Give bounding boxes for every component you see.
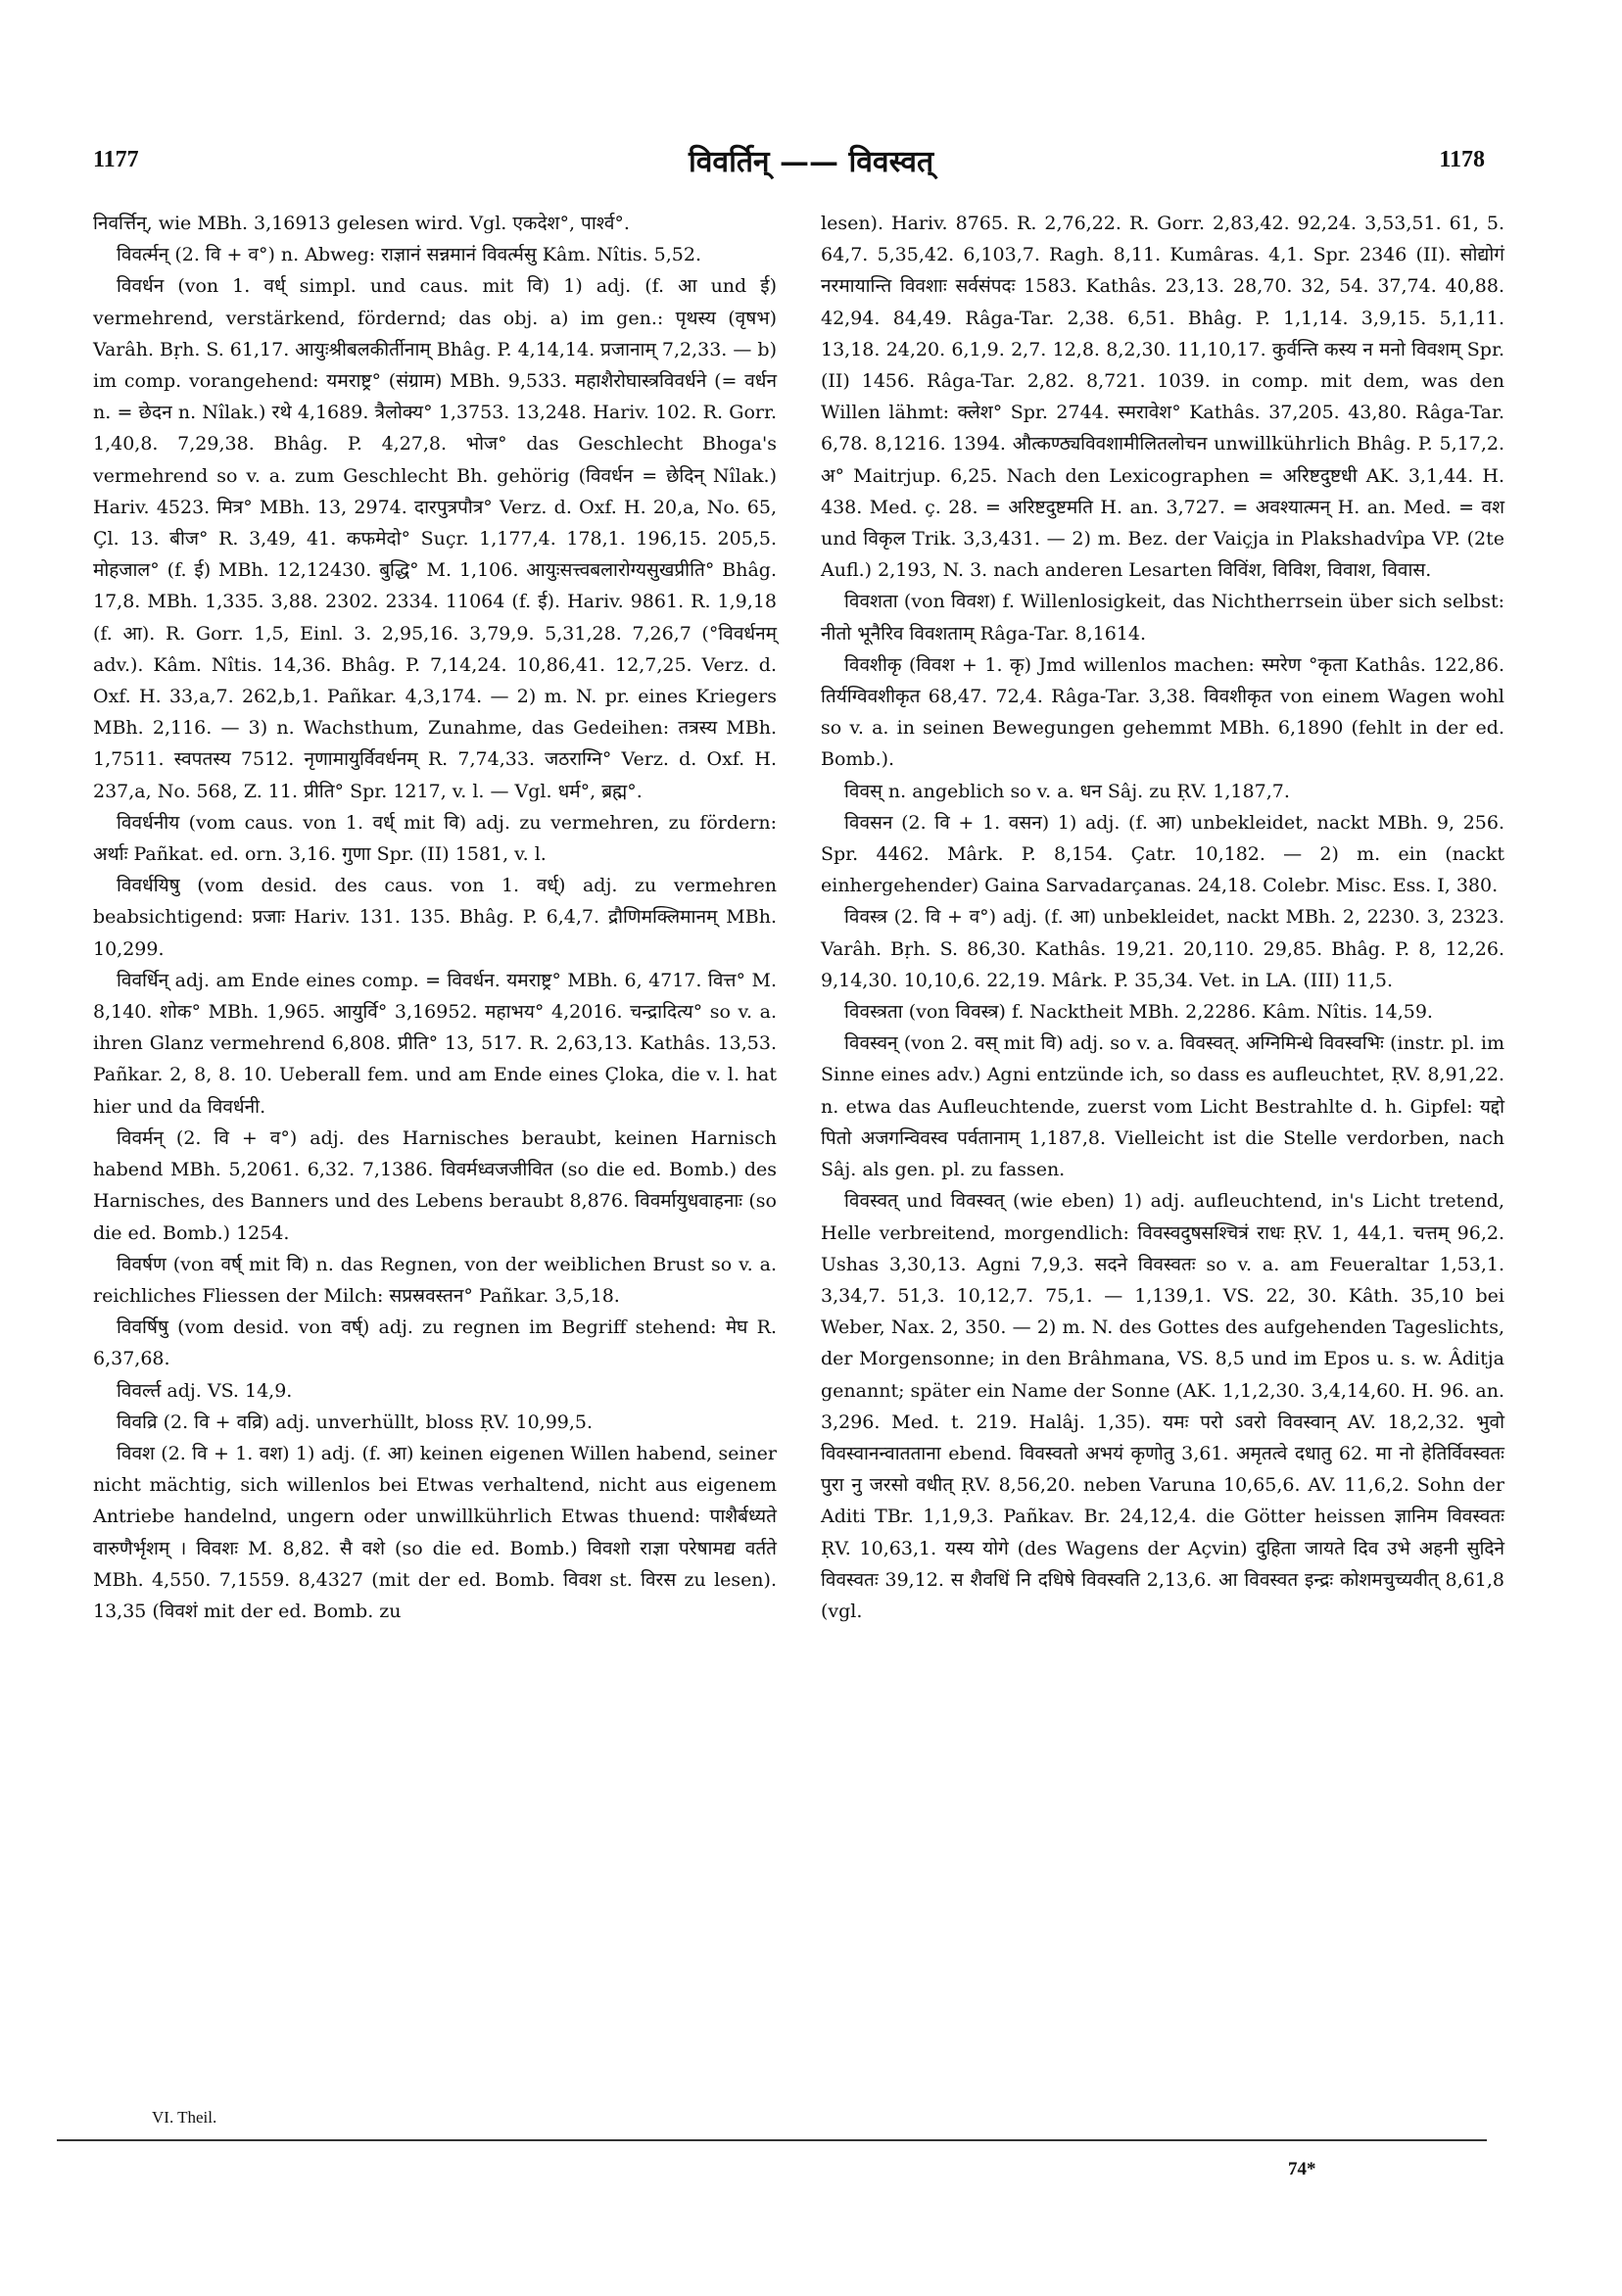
entry-paragraph: विवर्धिन् adj. am Ende eines comp. = विवर्धन. यमराष्ट्र° MBh. 6, 4717. वित्त° M. 8,140. शोक° MBh. 1,965. आयुर्वि° 3,16952. महाभय° 4,2016. चन्द्रादित्य° so v. a. ihren Glanz vermehrend 6,808. प्रीति° 13, 517. R. 2,63,13. Kathâs. 13,53. Pañkar. 2, 8, 8. 10. Ueberall fem. und am Ende eines Çloka, die v. l. hat hier und da विवर्धनी. (93, 969, 777, 1118)
entry-paragraph: विवर्धयिषु (vom desid. des caus. von 1. वर्ध्) adj. zu vermehren beabsichtigend: प्रजाः Hariv. 131. 135. Bhâg. P. 6,4,7. द्रौणिमक्लिमानम् MBh. 10,299. (93, 875, 777, 960)
page-number-left: 1177 (93, 147, 139, 172)
entry-paragraph: विवर्षण (von वर्ष् mit वि) n. das Regnen, von der weiblichen Brust so v. a. reichliches Fliessen der Milch: सप्रस्रवस्तन° Pañkar. 3,5,18. (93, 1253, 777, 1307)
entry-paragraph: विवस्त्र (2. वि + व°) adj. (f. आ) unbekleidet, nackt MBh. 2, 2230. 3, 2323. Varâh. Bṛh. S. 86,30. Kathâs. 19,21. 20,110. 29,85. Bhâg. P. 8, 12,26. 9,14,30. 10,10,6. 22,19. Mârk. P. 35,34. Vet. in LA. (III) 11,5. (821, 906, 1504, 991)
entry-paragraph: विवसन (2. वि + 1. वसन) 1) adj. (f. आ) unbekleidet, nackt MBh. 9, 256. Spr. 4462. Mârk. P. 8,154. Çatr. 10,182. — 2) m. ein (nackt einhergehender) Gaina Sarvadarçanas. 24,18. Colebr. Misc. Ess. I, 380. (821, 811, 1504, 897)
running-headword: विवर्तिन् —— विवस्वत् (688, 145, 934, 179)
entry-paragraph: विवश (2. वि + 1. वश) 1) adj. (f. आ) keinen eigenen Willen habend, seiner nicht mächtig, sich willenlos bei Etwas verhaltend, nicht aus eigenem Antriebe handelnd, ungern oder unwillkührlich Etwas thuend: पाशैर्बध्यते वारुणैर्भृशम् । विवशः M. 8,82. सै वशे (so die ed. Bomb.) विवशो राज्ञा परेषामद्य वर्तते MBh. 4,550. 7,1559. 8,4327 (mit der ed. Bomb. विवश st. विरस zu lesen). 13,35 (विवशं mit der ed. Bomb. zu (93, 1442, 777, 1622)
entry-paragraph: विवस्वत् und विवस्वत् (wie eben) 1) adj. aufleuchtend, in's Licht tretend, Helle verbreitend, morgendlich: विवस्वदुषसश्चित्रं राधः ṚV. 1, 44,1. चत्तम् 96,2. Ushas 3,30,13. Agni 7,9,3. सदने विवस्वतः so v. a. am Feueraltar 1,53,1. 3,34,7. 51,3. 10,12,7. 75,1. — 1,139,1. VS. 22, 30. Kâth. 35,10 bei Weber, Nax. 2, 350. — 2) m. N. des Gottes des aufgehenden Tageslichts, der Morgensonne; in den Brâhmana, VS. 8,5 und im Epos u. s. w. Âditja genannt; später ein Name der Sonne (AK. 1,1,2,30. 3,4,14,60. H. 96. an. 3,296. Med. t. 219. Halâj. 1,35). यमः परो ऽवरो विवस्वान् AV. 18,2,32. भुवो विवस्वानन्वातताना ebend. विवस्वतो अभयं कृणोतु 3,61. अमृतत्वे दधातु 62. मा नो हेतिर्विवस्वतः पुरा नु जरसो वधीत् ṚV. 8,56,20. neben Varuna 10,65,6. AV. 11,6,2. Sohn der Aditi TBr. 1,1,9,3. Pañkav. Br. 24,12,4. die Götter heissen ज्ञानिम विवस्वतः ṚV. 10,63,1. यस्य योगे (des Wagens der Açvin) दुहिता जायते दिव उभे अहनी सुदिने विवस्वतः 39,12. स शैवधिं नि दधिषे विवस्वति 2,13,6. आ विवस्वत इन्द्रः कोशमचुच्यवीत् 8,61,8 (vgl. (821, 1190, 1504, 1622)
entry-paragraph: विवस्त्रता (von विवस्त्र) f. Nacktheit MBh. 2,2286. Kâm. Nîtis. 14,59. (844, 1001, 1433, 1024)
entry-paragraph: निवर्त्तिन्, wie MBh. 3,16913 gelesen wird. Vgl. एकदेश°, पार्श्व°. (93, 213, 630, 234)
entry-paragraph: विवर्ल्त adj. VS. 14,9. (117, 1379, 293, 1402)
entry-paragraph: विवर्धन (von 1. वर्ध् simpl. und caus. mit वि) 1) adj. (f. आ und ई) vermehrend, verstärkend, fördernd; das obj. a) im gen.: पृथस्य (वृषभ) Varâh. Bṛh. S. 61,17. आयुःश्रीबलकीर्तीनाम् Bhâg. P. 4,14,14. प्रजानाम् 7,2,33. — b) im comp. vorangehend: यमराष्ट्र° (संग्राम) MBh. 9,533. महाशैरोघास्त्रविवर्धने (= वर्धन n. = छेदन n. Nîlak.) रथे 4,1689. त्रैलोक्य° 1,3753. 13,248. Hariv. 102. R. Gorr. 1,40,8. 7,29,38. Bhâg. P. 4,27,8. भोज° das Geschlecht Bhoga's vermehrend so v. a. zum Geschlecht Bh. gehörig (विवर्धन = छेदिन् Nîlak.) Hariv. 4523. मित्र° MBh. 13, 2974. दारपुत्रपौत्र° Verz. d. Oxf. H. 20,a, No. 65, Çl. 13. बीज° R. 3,49, 41. कफमेदो° Suçr. 1,177,4. 178,1. 196,15. 205,5. मोहजाल° (f. ई) MBh. 12,12430. बुद्धि° M. 1,106. आयुःसत्त्वबलारोग्यसुखप्रीति° Bhâg. 17,8. MBh. 1,335. 3,88. 2302. 2334. 11064 (f. ई). Hariv. 9861. R. 1,9,18 (f. आ). R. Gorr. 1,5, Einl. 3. 2,95,16. 3,79,9. 5,31,28. 7,26,7 (°विवर्धनम् adv.). Kâm. Nîtis. 14,36. Bhâg. P. 7,14,24. 10,86,41. 12,7,25. Verz. d. Oxf. H. 33,a,7. 262,b,1. Pañkar. 4,3,174. — 2) m. N. pr. eines Kriegers MBh. 2,116. — 3) n. Wachsthum, Zunahme, das Gedeihen: तत्रस्य MBh. 1,7511. स्वपतस्य 7512. नृणामायुर्विवर्धनम् R. 7,74,33. जठराग्नि° Verz. d. Oxf. H. 237,a, No. 568, Z. 11. प्रीति° Spr. 1217, v. l. — Vgl. धर्म°, ब्रह्म°. (93, 275, 777, 802)
entry-paragraph: विवस् n. angeblich so v. a. धन Sâj. zu ṚV. 1,187,7. (844, 780, 1290, 802)
entry-paragraph: lesen). Hariv. 8765. R. 2,76,22. R. Gorr. 2,83,42. 92,24. 3,53,51. 61, 5. 64,7. 5,35,42. 6,103,7. Ragh. 8,11. Kumâras. 4,1. Spr. 2346 (II). सोद्योगं नरमायान्ति विवशाः सर्वसंपदः 1583. Kathâs. 23,13. 28,70. 32, 54. 37,74. 40,88. 42,94. 84,49. Râga-Tar. 2,38. 6,51. Bhâg. P. 1,1,14. 3,9,15. 5,1,11. 13,18. 24,20. 6,1,9. 2,7. 12,8. 8,2,30. 11,10,17. कुर्वन्ति कस्य न मनो विवशम् Spr. (II) 1456. Râga-Tar. 2,82. 8,721. 1039. in comp. mit dem, was den Willen lähmt: क्लेश° Spr. 2744. स्मरावेश° Kathâs. 37,205. 43,80. Râga-Tar. 6,78. 8,1216. 1394. औत्कण्ठ्यविवशामीलितलोचन unwillkührlich Bhâg. P. 5,17,2. अ° Maitrjup. 6,25. Nach den Lexicographen = अरिष्टदुष्टधी AK. 3,1,44. H. 438. Med. ç. 28. = अरिष्टदुष्टमति H. an. 3,727. = अवश्यात्मन् H. an. Med. = वश und विकृल Trik. 3,3,431. — 2) m. Bez. der Vaiçja in Plakshadvîpa VP. (2te Aufl.) 2,193, N. 3. nach anderen Lesarten विविंश, विविश, विवाश, विवास. (821, 213, 1504, 582)
left-column (93, 208, 777, 1627)
entry-paragraph: विवर्त्मन् (2. वि + व°) n. Abweg: राज्ञानं सन्नमानं विवर्त्मसु Kâm. Nîtis. 5,52. (117, 244, 701, 266)
entry-paragraph: विवर्मन् (2. वि + व°) adj. des Harnisches beraubt, keinen Harnisch habend MBh. 5,2061. 6,32. 7,1386. विवर्मध्वजजीवित (so die ed. Bomb.) des Harnisches, des Banners und des Lebens beraubt 8,876. विवर्मायुधवाहनाः (so die ed. Bomb.) 1254. (93, 1126, 777, 1244)
entry-paragraph: विवर्धनीय (vom caus. von 1. वर्ध् mit वि) adj. zu vermehren, zu fördern: अर्थाः Pañkat. ed. orn. 3,16. गुणा Spr. (II) 1581, v. l. (93, 811, 777, 866)
entry-paragraph: विवर्षिषु (vom desid. von वर्ष्) adj. zu regnen im Begriff stehend: मेघ R. 6,37,68. (93, 1316, 777, 1370)
footer-rule (57, 2139, 1487, 2141)
right-column (821, 208, 1504, 1627)
entry-paragraph: विवस्वन् (von 2. वस् mit वि) adj. so v. a. विवस्वत्. अग्निमिन्धे विवस्वभिः (instr. pl. im Sinne eines adv.) Agni entzünde ich, so dass es aufleuchtet, ṚV. 8,91,22. n. etwa das Aufleuchtende, zuerst vom Licht Bestrahlte d. h. Gipfel: यद्दो पितो अजगन्विवस्व पर्वतानाम् 1,187,8. Vielleicht ist die Stelle verdorben, nach Sâj. als gen. pl. zu fassen. (821, 1032, 1504, 1181)
entry-paragraph: विवव्रि (2. वि + वव्रि) adj. unverhüllt, bloss ṚV. 10,99,5. (117, 1411, 594, 1433)
entry-paragraph: विवशीकृ (विवश + 1. कृ) Jmd willenlos machen: स्मरेण °कृता Kathâs. 122,86. तिर्यग्विवशीकृत 68,47. 72,4. Râga-Tar. 3,38. विवशीकृत von einem Wagen wohl so v. a. in seinen Bewegungen gehemmt MBh. 6,1890 (fehlt in der ed. Bomb.). (821, 653, 1504, 771)
page-number-right: 1178 (1439, 147, 1485, 172)
volume-note: VI. Theil. (152, 2108, 217, 2127)
entry-paragraph: विवशता (von विवश) f. Willenlosigkeit, das Nichtherrsein über sich selbst: नीतो भूनैरिव विवशताम् Râga-Tar. 8,1614. (821, 591, 1504, 645)
signature-mark: 74* (1288, 2159, 1316, 2179)
